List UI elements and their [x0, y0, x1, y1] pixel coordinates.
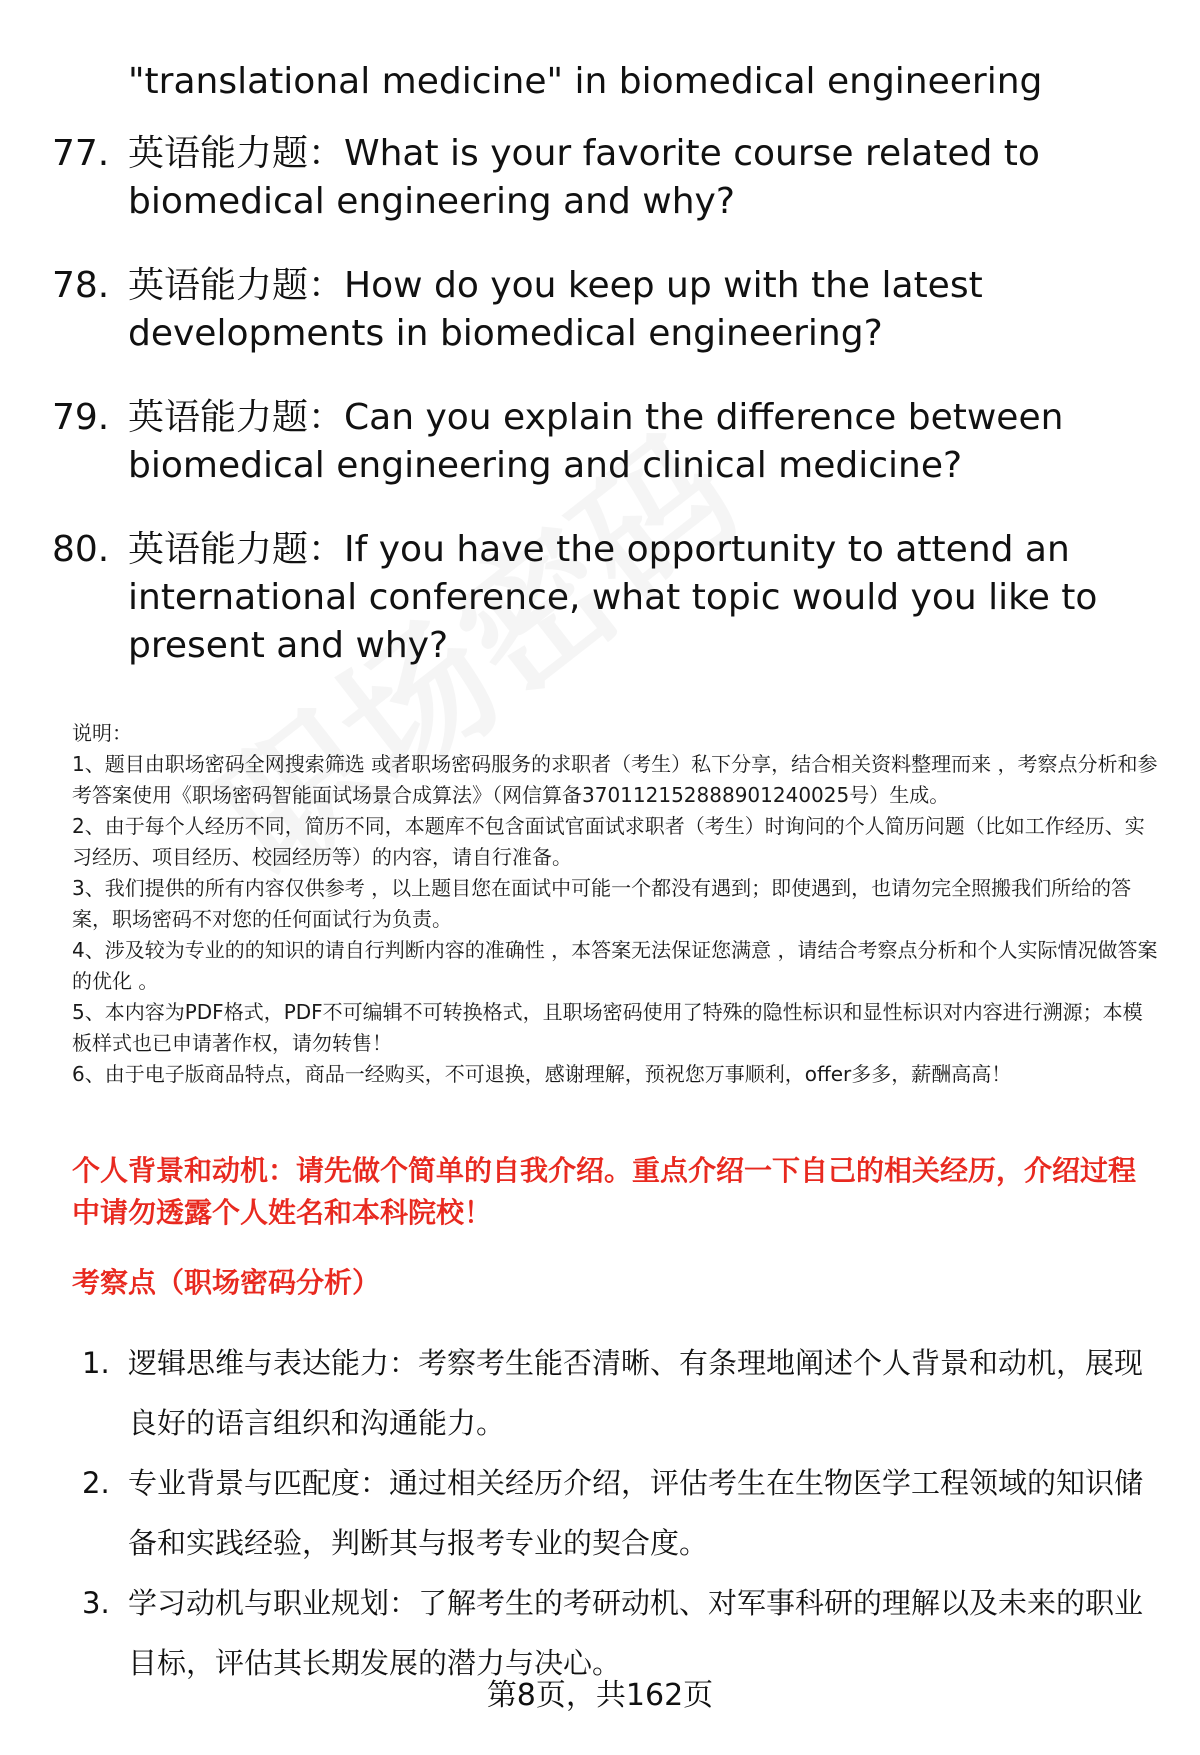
- point-number: 1.: [82, 1346, 110, 1380]
- point-number: 3.: [82, 1586, 110, 1620]
- question-item: [52, 130, 1152, 226]
- point-item: [82, 1573, 1162, 1693]
- section-subheading: 考察点（职场密码分析）: [72, 1266, 381, 1299]
- notes-block: [72, 718, 1158, 1090]
- note-item: 4、涉及较为专业的的知识的请自行判断内容的准确性 ，本答案无法保证您满意 ，请结合考察点分析和个人实际情况做答案的优化 。: [72, 938, 1158, 993]
- question-text: 英语能力题：Can you explain the difference between biomedical engineering and clinical medicine?: [128, 397, 1064, 486]
- point-text: 专业背景与匹配度：通过相关经历介绍，评估考生在生物医学工程领域的知识储备和实践经验，判断其与报考专业的契合度。: [128, 1466, 1144, 1560]
- note-item: 1、题目由职场密码全网搜索筛选 或者职场密码服务的求职者（考生）私下分享，结合相关资料整理而来 ，考察点分析和参考答案使用《职场密码智能面试场景合成算法》（网信算备370112152888901240025号）生成。: [72, 752, 1158, 807]
- note-item: 6、由于电子版商品特点，商品一经购买，不可退换，感谢理解，预祝您万事顺利，offer多多，薪酬高高！: [72, 1062, 1012, 1086]
- note-item: 5、本内容为PDF格式，PDF不可编辑不可转换格式，且职场密码使用了特殊的隐性标识和显性标识对内容进行溯源；本模板样式也已申请著作权，请勿转售！: [72, 1000, 1143, 1055]
- section-heading: 个人背景和动机：请先做个简单的自我介绍。重点介绍一下自己的相关经历，介绍过程中请勿透露个人姓名和本科院校！: [72, 1154, 1137, 1229]
- question-text: 英语能力题：If you have the opportunity to attend an international conference, what topic would you like to present and why?: [128, 529, 1098, 666]
- question-text: 英语能力题：What is your favorite course related to biomedical engineering and why?: [128, 133, 1040, 222]
- question-text: 英语能力题：How do you keep up with the latest developments in biomedical engineering?: [128, 265, 983, 354]
- point-item: [82, 1453, 1162, 1573]
- question-number: 78.: [52, 265, 110, 306]
- question-number: 77.: [52, 133, 110, 174]
- question-number: 79.: [52, 397, 110, 438]
- question-continuation: "translational medicine" in biomedical engineering: [128, 61, 1043, 102]
- point-number: 2.: [82, 1466, 110, 1500]
- note-item: 2、由于每个人经历不同，简历不同，本题库不包含面试官面试求职者（考生）时询问的个人简历问题（比如工作经历、实习经历、项目经历、校园经历等）的内容，请自行准备。: [72, 814, 1145, 869]
- point-text: 逻辑思维与表达能力：考察考生能否清晰、有条理地阐述个人背景和动机，展现良好的语言组织和沟通能力。: [128, 1346, 1144, 1440]
- notes-title: 说明：: [72, 721, 132, 745]
- question-item: [52, 262, 1152, 358]
- page-footer: 第8页，共162页: [486, 1678, 714, 1713]
- note-item: 3、我们提供的所有内容仅供参考 ，以上题目您在面试中可能一个都没有遇到；即使遇到，也请勿完全照搬我们所给的答案，职场密码不对您的任何面试行为负责。: [72, 876, 1132, 931]
- point-item: [82, 1333, 1162, 1453]
- question-number: 80.: [52, 529, 110, 570]
- question-item: [52, 526, 1152, 670]
- point-text: 学习动机与职业规划：了解考生的考研动机、对军事科研的理解以及未来的职业目标，评估其长期发展的潜力与决心。: [128, 1586, 1144, 1680]
- question-item: [52, 394, 1152, 490]
